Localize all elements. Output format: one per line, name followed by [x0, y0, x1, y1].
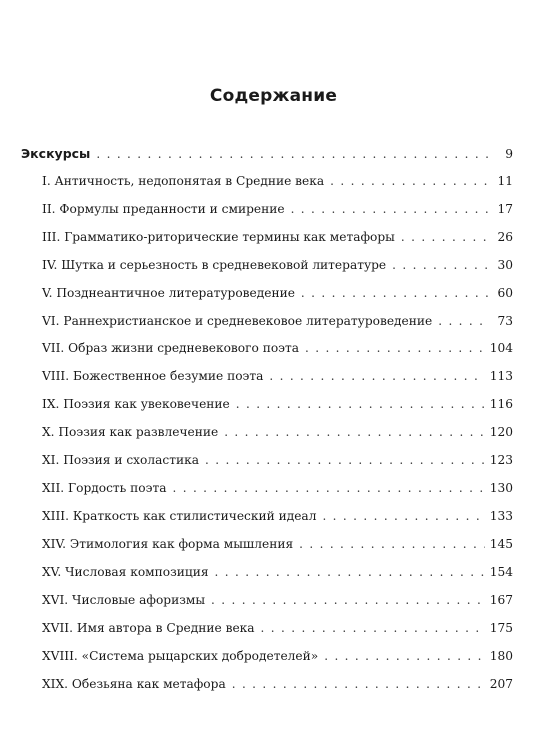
- toc-page-number: 9: [505, 147, 513, 161]
- toc-page-number: 104: [489, 341, 513, 356]
- toc-page-number: 207: [489, 676, 513, 691]
- toc-page-number: 123: [489, 453, 513, 468]
- toc-page-number: 154: [489, 564, 513, 579]
- dot-leader: [392, 258, 490, 272]
- toc-page-number: 180: [489, 648, 513, 663]
- toc-entry-title: IV. Шутка и серьезность в средневековой литературе: [42, 257, 387, 272]
- dot-leader: [438, 314, 490, 328]
- dot-leader: [236, 397, 485, 411]
- toc-entry: [21, 649, 513, 677]
- toc-entry-title: Экскурсы: [21, 146, 91, 161]
- dot-leader: [330, 174, 490, 188]
- toc-entry-title: II. Формулы преданности и смирение: [42, 201, 285, 216]
- dot-leader: [205, 453, 485, 467]
- toc-page-number: 113: [489, 369, 513, 384]
- toc-entry-title: VII. Образ жизни средневекового поэта: [42, 341, 299, 356]
- dot-leader: [291, 202, 490, 216]
- toc-entry: [21, 537, 513, 565]
- toc-entry: [21, 481, 513, 509]
- dot-leader: [232, 677, 485, 691]
- toc-page-number: 145: [489, 536, 513, 551]
- dot-leader: [172, 481, 484, 495]
- toc-page-number: 167: [489, 592, 513, 607]
- toc-page-number: 60: [497, 285, 513, 300]
- dot-leader: [301, 286, 490, 300]
- toc-page-number: 175: [489, 620, 513, 635]
- toc-entry-title: III. Грамматико-риторические термины как метафоры: [42, 229, 395, 244]
- toc-entry: [21, 425, 513, 453]
- toc-page-number: 17: [497, 201, 513, 216]
- dot-leader: [305, 341, 485, 355]
- dot-leader: [324, 649, 485, 663]
- toc-page-number: 130: [489, 481, 513, 496]
- dot-leader: [215, 565, 485, 579]
- toc-entry: [21, 341, 513, 369]
- toc-page-number: 30: [497, 257, 513, 272]
- dot-leader: [96, 147, 490, 161]
- toc-page-number: 120: [489, 425, 513, 440]
- toc-entry-title: XIX. Обезьяна как метафора: [42, 676, 226, 691]
- table-of-contents: [21, 146, 513, 704]
- toc-entry-title: XVIII. «Система рыцарских добродетелей»: [42, 648, 319, 663]
- toc-entry-title: XIV. Этимология как форма мышления: [42, 536, 294, 551]
- toc-entry: [21, 453, 513, 481]
- toc-entry: [21, 397, 513, 425]
- toc-entry-title: V. Позднеантичное литературоведение: [42, 285, 295, 300]
- toc-entry-title: I. Античность, недопонятая в Средние века: [42, 173, 325, 188]
- toc-entry-title: X. Поэзия как развлечение: [42, 425, 219, 440]
- toc-entry-title: VI. Раннехристианское и средневековое литературоведение: [42, 313, 433, 328]
- dot-leader: [211, 593, 485, 607]
- dot-leader: [224, 425, 485, 439]
- toc-entry: [21, 258, 513, 286]
- toc-entry: [21, 174, 513, 202]
- toc-page-number: 26: [497, 229, 513, 244]
- toc-entry: [21, 369, 513, 397]
- toc-entry-title: XVII. Имя автора в Средние века: [42, 620, 255, 635]
- dot-leader: [299, 537, 485, 551]
- toc-entry: [21, 509, 513, 537]
- toc-page-number: 133: [489, 508, 513, 523]
- toc-entry: [21, 230, 513, 258]
- toc-entry: [21, 621, 513, 649]
- dot-leader: [269, 369, 484, 383]
- toc-entry-title: XVI. Числовые афоризмы: [42, 592, 206, 607]
- toc-section-heading: [21, 146, 513, 174]
- toc-entry-title: XIII. Краткость как стилистический идеал: [42, 508, 317, 523]
- toc-page-number: 116: [489, 397, 513, 412]
- toc-entry-title: IX. Поэзия как увековечение: [42, 397, 230, 412]
- toc-entry: [21, 593, 513, 621]
- toc-entry-title: XII. Гордость поэта: [42, 481, 167, 496]
- toc-entry-title: VIII. Божественное безумие поэта: [42, 369, 264, 384]
- dot-leader: [401, 230, 490, 244]
- toc-entry: [21, 202, 513, 230]
- toc-entry: [21, 286, 513, 314]
- toc-entry: [21, 677, 513, 705]
- toc-entry-title: XV. Числовая композиция: [42, 564, 209, 579]
- dot-leader: [322, 509, 484, 523]
- dot-leader: [261, 621, 485, 635]
- toc-page-number: 11: [497, 173, 513, 188]
- toc-entry-title: XI. Поэзия и схоластика: [42, 453, 199, 468]
- toc-entry: [21, 565, 513, 593]
- toc-entry: [21, 314, 513, 342]
- toc-page-number: 73: [497, 313, 513, 328]
- page-title: Содержание: [209, 86, 338, 106]
